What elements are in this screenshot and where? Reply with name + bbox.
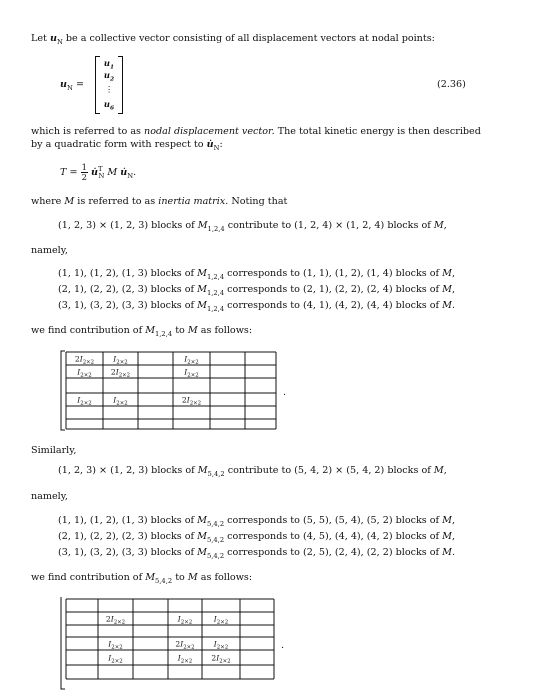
text: is referred to as bbox=[77, 196, 156, 207]
text: which is referred to as bbox=[31, 126, 141, 137]
text: Noting that bbox=[231, 196, 288, 207]
kinetic-symbol: T bbox=[60, 167, 67, 178]
matrix-block-entry: $2I_{2\times 2}$ bbox=[105, 614, 126, 626]
velocity-symbol: u̇ bbox=[90, 167, 98, 178]
vector-subscript: N bbox=[56, 37, 63, 46]
namely-2: namely, bbox=[31, 491, 68, 502]
matrix-block-entry: $2I_{2\times 2}$ bbox=[110, 367, 131, 379]
text: where bbox=[31, 196, 62, 207]
denominator: 2 bbox=[81, 172, 87, 182]
matrix2-period: . bbox=[281, 640, 285, 651]
text: (1, 2, 3) × (1, 2, 3) blocks of bbox=[58, 220, 195, 231]
matrix1-period: . bbox=[283, 387, 287, 398]
eq-lhs bbox=[60, 79, 84, 91]
text: The total kinetic energy is then described bbox=[277, 126, 481, 137]
transpose: T bbox=[97, 164, 103, 173]
period: . bbox=[133, 167, 137, 178]
eq-lhs-sub: N bbox=[66, 83, 73, 92]
matrix-block-entry: $I_{2\times 2}$ bbox=[184, 354, 199, 366]
eq-lhs-symbol: u bbox=[60, 79, 67, 90]
para2 bbox=[31, 196, 287, 208]
matrix-bracket bbox=[61, 597, 65, 689]
similarly: Similarly, bbox=[31, 445, 77, 456]
kinetic-energy-equation bbox=[60, 163, 136, 187]
matrix-block-entry: $2I_{2\times 2}$ bbox=[74, 354, 95, 366]
matrix-block-entry: $2I_{2\times 2}$ bbox=[211, 653, 231, 665]
vector-entry: $u_1$ bbox=[103, 58, 115, 71]
matrix-symbol: M bbox=[107, 167, 118, 178]
matrix-block-entry: $I_{2\times 2}$ bbox=[108, 653, 123, 665]
correspondence-line: (3, 1), (3, 2), (3, 3) blocks of $M_{1,2,4}$ corresponds to (4, 1), (4, 2), (4, 4) blocks of M. bbox=[58, 300, 456, 313]
velocity-symbol: u̇ bbox=[206, 139, 214, 150]
vector-entry: $u_6$ bbox=[103, 99, 115, 112]
correspondence-line: (1, 1), (1, 2), (1, 3) blocks of $M_{5,4,2}$ corresponds to (5, 5), (5, 4), (5, 2) blocks of M, bbox=[58, 515, 456, 528]
matrix-block-entry: $I_{2\times 2}$ bbox=[177, 614, 193, 626]
block-matrix-2 bbox=[60, 597, 285, 693]
matrix-symbol: M bbox=[64, 196, 75, 207]
matrix-block-entry: $I_{2\times 2}$ bbox=[213, 639, 229, 651]
find-contribution-2: we find contribution of $M_{5,4,2}$ to M as follows: bbox=[31, 572, 253, 585]
matrix-block-entry: $I_{2\times 2}$ bbox=[77, 367, 92, 379]
matrix-block-entry: $2I_{2\times 2}$ bbox=[175, 639, 195, 651]
namely-1: namely, bbox=[31, 245, 68, 256]
vector-entry: ⋮ bbox=[104, 84, 114, 94]
intro-lead: Let bbox=[31, 33, 47, 44]
intro-rest: be a collective vector consisting of all displacement vectors at nodal points: bbox=[65, 33, 435, 44]
text: by a quadratic form with respect to bbox=[31, 139, 204, 150]
correspondence-line: (3, 1), (3, 2), (3, 3) blocks of $M_{5,4,2}$ corresponds to (2, 5), (2, 4), (2, 2) blocks of M. bbox=[58, 547, 456, 560]
matrix-block-entry: $I_{2\times 2}$ bbox=[77, 395, 92, 407]
contribution-line-1 bbox=[58, 220, 447, 232]
fraction bbox=[81, 163, 88, 182]
matrix-symbol: M bbox=[433, 220, 444, 231]
correspondence-line: (2, 1), (2, 2), (2, 3) blocks of $M_{1,2,4}$ corresponds to (2, 1), (2, 2), (2, 4) blocks of M, bbox=[58, 284, 456, 297]
subscript: N bbox=[98, 171, 105, 180]
vector-symbol: u bbox=[49, 33, 57, 44]
numerator: 1 bbox=[81, 162, 87, 172]
correspondence-line: (2, 1), (2, 2), (2, 3) blocks of $M_{5,4,2}$ corresponds to (4, 5), (4, 4), (4, 2) blocks of M, bbox=[58, 531, 456, 544]
subscript: 1,2,4 bbox=[207, 224, 225, 233]
subscript: N bbox=[213, 143, 220, 152]
column-vector bbox=[95, 56, 123, 114]
matrix-block-entry: $I_{2\times 2}$ bbox=[108, 639, 123, 651]
para1-line1 bbox=[31, 126, 481, 138]
para1-line2 bbox=[31, 139, 223, 151]
equation-number: (2.36) bbox=[437, 79, 466, 90]
matrix-block-entry: $I_{2\times 2}$ bbox=[213, 614, 229, 626]
intro-line bbox=[31, 33, 435, 45]
emphasis: inertia matrix. bbox=[158, 196, 229, 207]
find-contribution-1: we find contribution of $M_{1,2,4}$ to M as follows: bbox=[31, 325, 253, 338]
correspondence-line: (1, 1), (1, 2), (1, 3) blocks of $M_{1,2,4}$ corresponds to (1, 1), (1, 2), (1, 4) blocks of M, bbox=[58, 268, 456, 281]
eq-equals: = bbox=[75, 79, 84, 90]
matrix-block-entry: $I_{2\times 2}$ bbox=[113, 395, 128, 407]
matrix-block-entry: $I_{2\times 2}$ bbox=[177, 653, 193, 665]
matrix-bracket bbox=[61, 351, 65, 430]
matrix-symbol: M bbox=[197, 220, 208, 231]
block-matrix-1 bbox=[60, 349, 285, 431]
emphasis: nodal displacement vector. bbox=[144, 126, 275, 137]
matrix-block-entry: $I_{2\times 2}$ bbox=[113, 354, 128, 366]
text: contribute to (1, 2, 4) × (1, 2, 4) blocks of bbox=[227, 220, 431, 231]
text: , bbox=[443, 220, 447, 231]
subscript: N bbox=[127, 171, 134, 180]
contribution-line-2: (1, 2, 3) × (1, 2, 3) blocks of $M_{5,4,2}$ contribute to (5, 4, 2) × (5, 4, 2) blocks of M, bbox=[58, 465, 447, 478]
text: : bbox=[219, 139, 223, 150]
equals: = bbox=[69, 167, 78, 178]
vector-entry: $u_2$ bbox=[103, 70, 115, 83]
matrix-block-entry: $I_{2\times 2}$ bbox=[184, 367, 199, 379]
matrix-block-entry: $2I_{2\times 2}$ bbox=[181, 395, 202, 407]
velocity-symbol: u̇ bbox=[120, 167, 128, 178]
